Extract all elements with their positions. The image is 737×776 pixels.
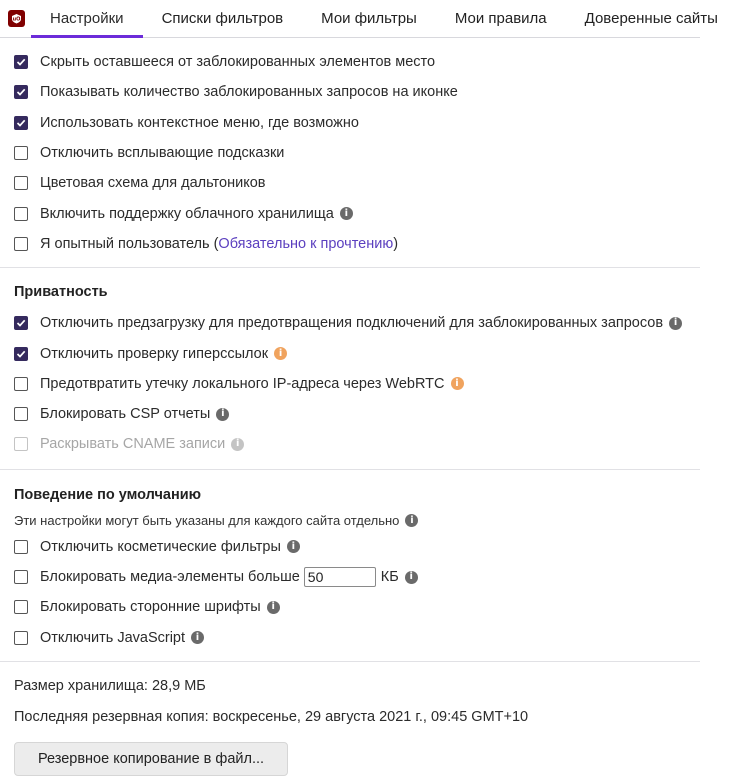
tooltips-label: Отключить всплывающие подсказки bbox=[40, 145, 285, 162]
info-icon[interactable]: i bbox=[405, 514, 418, 527]
csp-option bbox=[14, 399, 686, 429]
advanced-user-label bbox=[40, 236, 398, 252]
webrtc-option bbox=[14, 369, 686, 399]
fonts-checkbox[interactable] bbox=[14, 600, 28, 614]
color-blind-option bbox=[14, 168, 686, 198]
media-unit: КБ bbox=[380, 569, 399, 585]
cosmetic-label: Отключить косметические фильтры bbox=[40, 538, 281, 555]
hyperlink-option bbox=[14, 338, 686, 368]
default-behavior-heading: Поведение по умолчанию bbox=[14, 486, 202, 503]
icon-badge-label: Показывать количество заблокированных запросов на иконке bbox=[40, 84, 458, 101]
csp-label: Блокировать CSP отчеты bbox=[40, 406, 211, 423]
cloud-storage-checkbox[interactable] bbox=[14, 207, 28, 221]
info-icon[interactable]: i bbox=[405, 571, 418, 584]
javascript-option bbox=[14, 622, 686, 652]
tab-my-filters[interactable]: Мои фильтры bbox=[321, 10, 417, 27]
info-icon[interactable]: i bbox=[216, 408, 229, 421]
prefetch-checkbox[interactable] bbox=[14, 316, 28, 330]
hide-placeholders-checkbox[interactable] bbox=[14, 55, 28, 69]
media-option bbox=[14, 562, 686, 592]
media-size-input[interactable] bbox=[304, 567, 376, 587]
color-blind-label: Цветовая схема для дальтоников bbox=[40, 175, 266, 192]
info-icon[interactable]: i bbox=[340, 207, 353, 220]
media-label: Блокировать медиа-элементы больше bbox=[40, 569, 300, 585]
prefetch-label: Отключить предзагрузку для предотвращения подключений для заблокированных запросов bbox=[40, 315, 664, 332]
fonts-option bbox=[14, 592, 686, 622]
webrtc-checkbox[interactable] bbox=[14, 377, 28, 391]
cname-option bbox=[14, 429, 686, 459]
hide-placeholders-option bbox=[14, 47, 686, 77]
hide-placeholders-label: Скрыть оставшееся от заблокированных элементов место bbox=[40, 54, 436, 71]
info-icon[interactable]: i bbox=[231, 438, 244, 451]
tab-filter-lists[interactable]: Списки фильтров bbox=[161, 10, 284, 27]
cloud-storage-option bbox=[14, 198, 686, 228]
cname-label: Раскрывать CNAME записи bbox=[40, 436, 226, 453]
media-checkbox[interactable] bbox=[14, 570, 28, 584]
tooltips-checkbox[interactable] bbox=[14, 146, 28, 160]
color-blind-checkbox[interactable] bbox=[14, 176, 28, 190]
storage-section bbox=[0, 662, 700, 776]
advanced-user-text: Я опытный пользователь ( bbox=[40, 235, 219, 252]
fonts-label: Блокировать сторонние шрифты bbox=[40, 599, 261, 616]
warning-info-icon[interactable]: i bbox=[274, 347, 287, 360]
general-section bbox=[0, 38, 700, 267]
info-icon[interactable]: i bbox=[191, 631, 204, 644]
advanced-user-checkbox[interactable] bbox=[14, 237, 28, 251]
info-icon[interactable]: i bbox=[287, 540, 300, 553]
info-icon[interactable]: i bbox=[267, 601, 280, 614]
context-menu-option bbox=[14, 108, 686, 138]
icon-badge-option bbox=[14, 77, 686, 107]
tab-my-rules[interactable]: Мои правила bbox=[454, 10, 547, 27]
hyperlink-checkbox[interactable] bbox=[14, 347, 28, 361]
icon-badge-checkbox[interactable] bbox=[14, 85, 28, 99]
advanced-user-option bbox=[14, 229, 686, 259]
svg-text:uO: uO bbox=[12, 16, 21, 23]
default-behavior-section bbox=[0, 470, 700, 661]
hyperlink-label: Отключить проверку гиперссылок bbox=[40, 345, 269, 362]
privacy-section bbox=[0, 268, 700, 468]
csp-checkbox[interactable] bbox=[14, 407, 28, 421]
prefetch-option bbox=[14, 308, 686, 338]
storage-size: Размер хранилища: 28,9 МБ bbox=[14, 677, 206, 694]
per-site-note-text: Эти настройки могут быть указаны для каждого сайта отдельно bbox=[14, 513, 400, 529]
per-site-note bbox=[14, 511, 686, 531]
javascript-label: Отключить JavaScript bbox=[40, 629, 186, 646]
tab-settings[interactable]: Настройки bbox=[31, 0, 143, 37]
context-menu-checkbox[interactable] bbox=[14, 116, 28, 130]
cosmetic-option bbox=[14, 532, 686, 562]
javascript-checkbox[interactable] bbox=[14, 631, 28, 645]
context-menu-label: Использовать контекстное меню, где возможно bbox=[40, 114, 359, 131]
tooltips-option bbox=[14, 138, 686, 168]
ublock-logo-icon bbox=[8, 10, 25, 27]
last-backup: Последняя резервная копия: воскресенье, 29 августа 2021 г., 09:45 GMT+10 bbox=[14, 708, 529, 725]
required-reading-link[interactable]: Обязательно к прочтению bbox=[218, 235, 394, 252]
cname-checkbox bbox=[14, 437, 28, 451]
info-icon[interactable]: i bbox=[669, 317, 682, 330]
tab-bar bbox=[0, 0, 718, 38]
privacy-heading: Приватность bbox=[14, 284, 108, 301]
advanced-user-suffix: ) bbox=[393, 235, 399, 252]
backup-to-file-button[interactable]: Резервное копирование в файл... bbox=[14, 742, 288, 776]
cosmetic-checkbox[interactable] bbox=[14, 540, 28, 554]
webrtc-label: Предотвратить утечку локального IP-адреса через WebRTC bbox=[40, 375, 445, 392]
tab-trusted-sites[interactable]: Доверенные сайты bbox=[584, 10, 718, 27]
cloud-storage-label: Включить поддержку облачного хранилища bbox=[40, 205, 334, 222]
warning-info-icon[interactable]: i bbox=[451, 377, 464, 390]
